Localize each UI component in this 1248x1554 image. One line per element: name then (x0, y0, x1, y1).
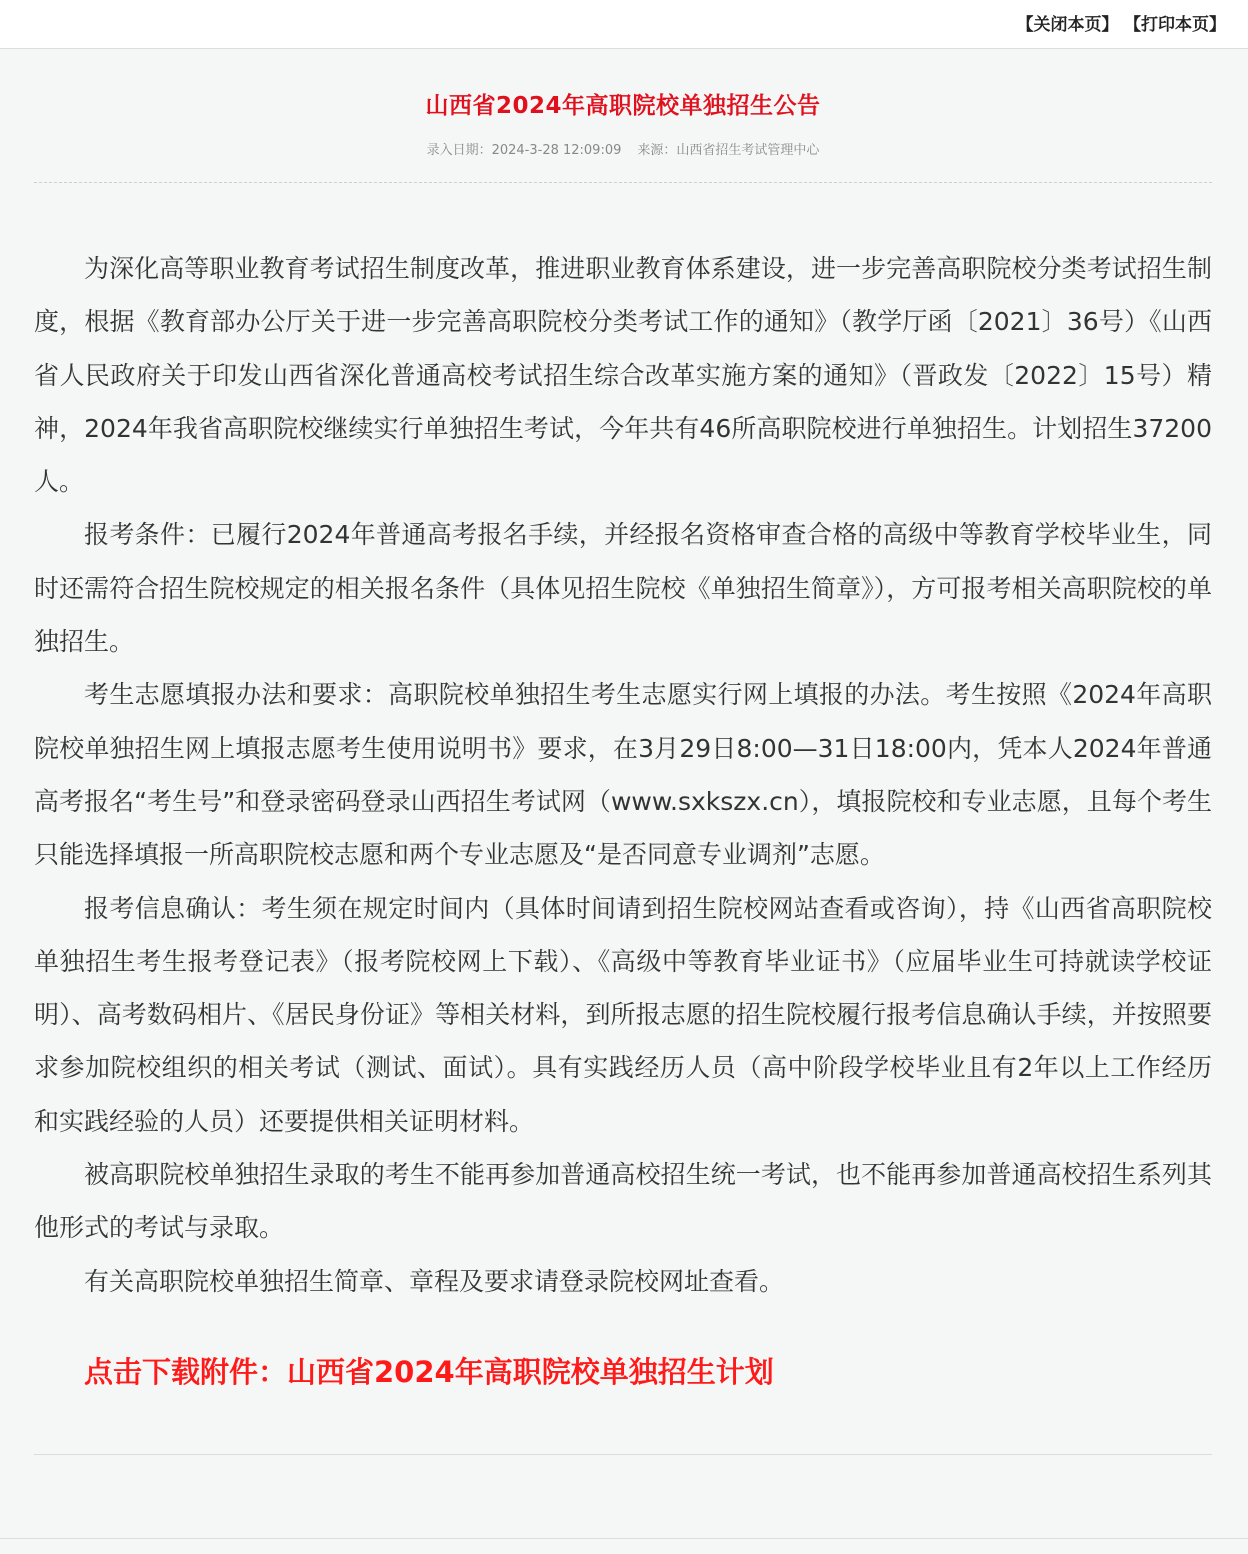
paragraph-intro: 为深化高等职业教育考试招生制度改革，推进职业教育体系建设，进一步完善高职院校分类考试招生制度，根据《教育部办公厅关于进一步完善高职院校分类考试工作的通知》（教学厅函〔2021〕36号）《山西省人民政府关于印发山西省深化普通高校考试招生综合改革实施方案的通知》（晋政发〔2022〕15号）精神，2024年我省高职院校继续实行单独招生考试，今年共有46所高职院校进行单独招生。计划招生37200人。 (34, 254, 1212, 497)
article-source: 来源：山西省招生考试管理中心 (637, 143, 820, 158)
title-divider (34, 182, 1212, 183)
paragraph-more-info: 有关高职院校单独招生简章、章程及要求请登录院校网址查看。 (84, 1266, 785, 1296)
footer-divider (0, 1538, 1248, 1539)
paragraph-confirmation: 报考信息确认：考生须在规定时间内（具体时间请到招生院校网站查看或咨询），持《山西省高职院校单独招生考生报考登记表》（报考院校网上下载）、《高级中等教育毕业证书》（应届毕业生可持就读学校证明）、高考数码相片、《居民身份证》等相关材料，到所报志愿的招生院校履行报考信息确认手续，并按照要求参加院校组织的相关考试（测试、面试）。具有实践经历人员（高中阶段学校毕业且有2年以上工作经历和实践经验的人员）还要提供相关证明材料。 (34, 893, 1212, 1136)
attachment-download-link[interactable]: 点击下载附件：山西省2024年高职院校单独招生计划 (84, 1354, 774, 1389)
paragraph-admission-rule: 被高职院校单独招生录取的考生不能再参加普通高校招生统一考试，也不能再参加普通高校招生系列其他形式的考试与录取。 (34, 1160, 1212, 1243)
entry-date: 录入日期：2024-3-28 12:09:09 (426, 143, 622, 158)
article (34, 49, 1212, 1392)
page-title: 山西省2024年高职院校单独招生公告 (425, 93, 821, 119)
print-page-link[interactable]: 【打印本页】 (1132, 15, 1226, 35)
top-toolbar (0, 0, 1248, 49)
bottom-divider (34, 1454, 1212, 1455)
article-content (34, 242, 1212, 1308)
toolbar-links (1003, 10, 1227, 35)
paragraph-eligibility: 报考条件：已履行2024年普通高考报名手续，并经报名资格审查合格的高级中等教育学校毕业生，同时还需符合招生院校规定的相关报名条件（具体见招生院校《单独招生简章》），方可报考相关高职院校的单独招生。 (34, 520, 1212, 657)
paragraph-application: 考生志愿填报办法和要求：高职院校单独招生考生志愿实行网上填报的办法。考生按照《2024年高职院校单独招生网上填报志愿考生使用说明书》要求，在3月29日8:00—31日18:00内，凭本人2024年普通高考报名“考生号”和登录密码登录山西招生考试网（www.sxkszx.cn），填报院校和专业志愿，且每个考生只能选择填报一所高职院校志愿和两个专业志愿及“是否同意专业调剂”志愿。 (34, 680, 1212, 870)
article-meta (34, 142, 1212, 160)
close-page-link[interactable]: 【关闭本页】 (1016, 15, 1119, 35)
